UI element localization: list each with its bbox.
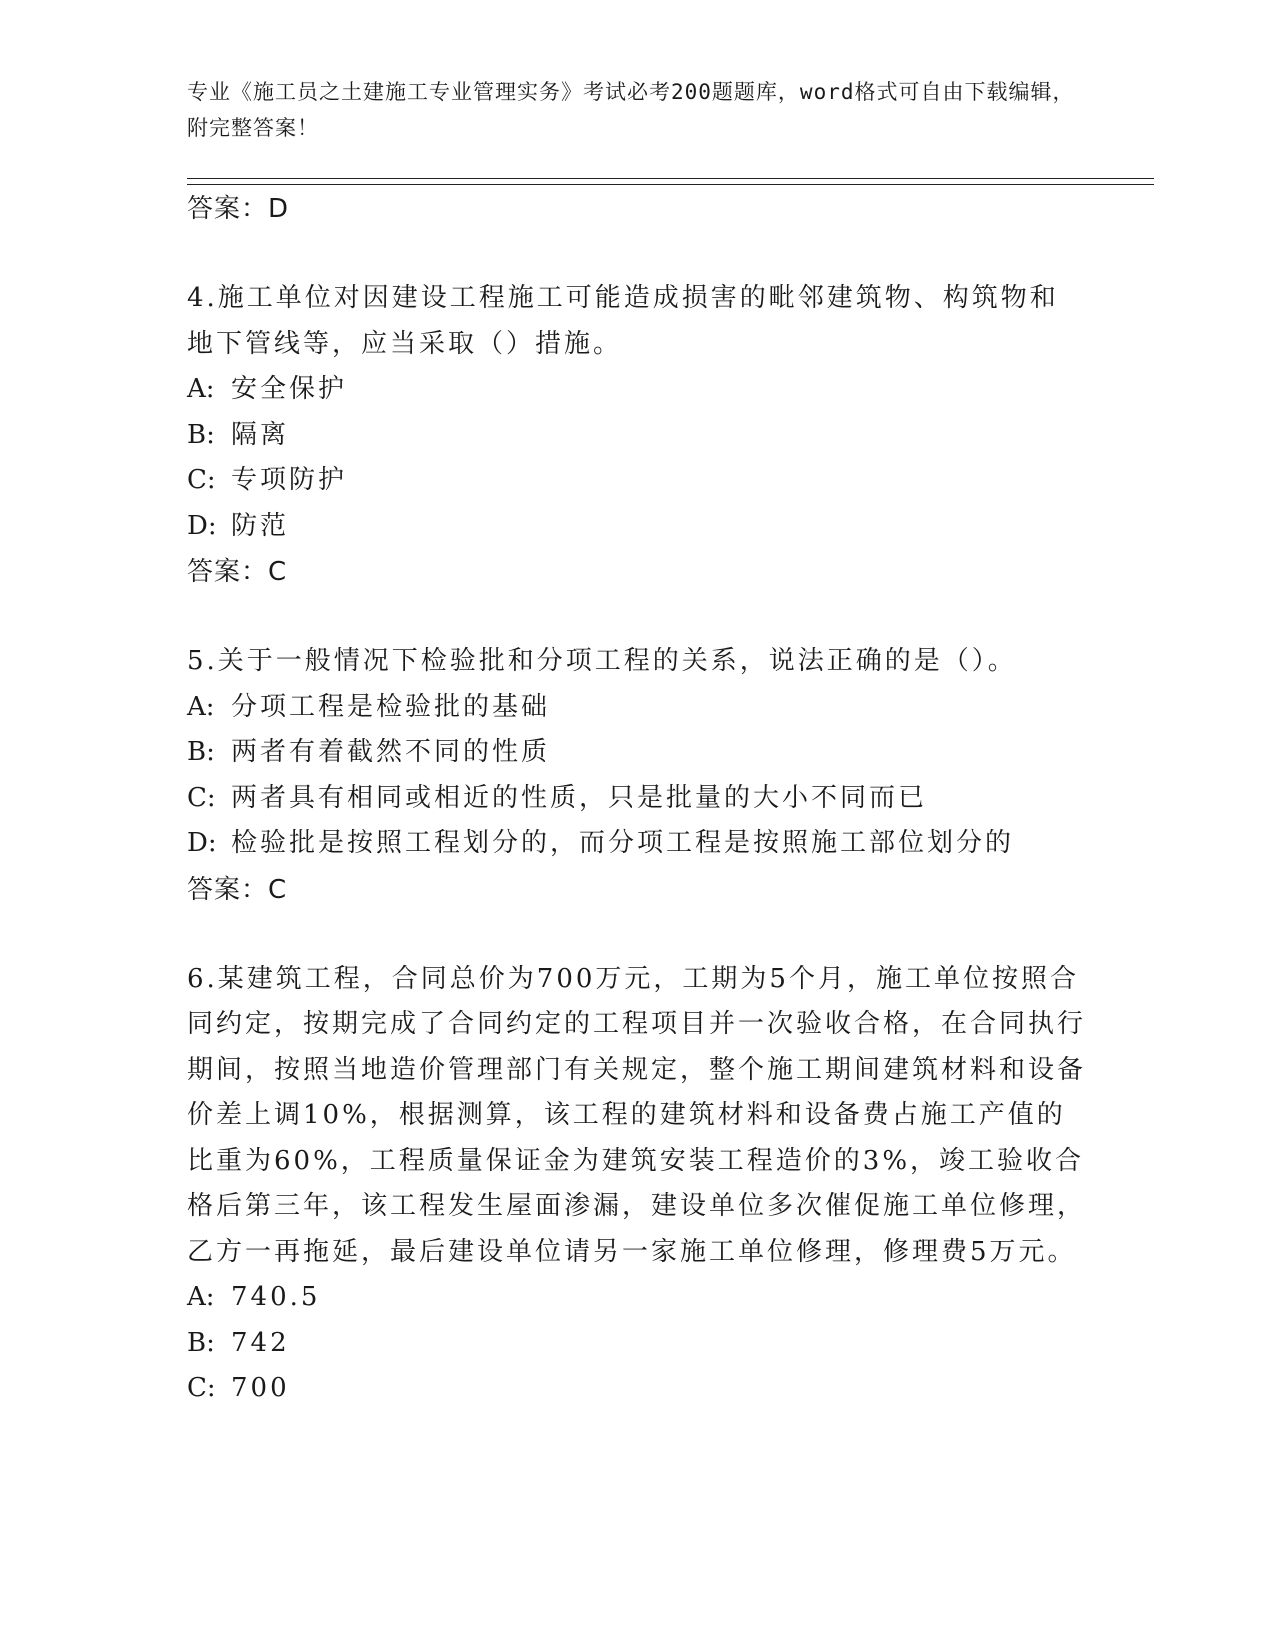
question-6-text: 6.某建筑工程，合同总价为700万元，工期为5个月，施工单位按照合同约定，按期完成了合同约定的工程项目并一次验收合格，在合同执行期间，按照当地造价管理部门有关规定，整个施工期间建筑材料和设备价差上调10%，根据测算，该工程的建筑材料和设备费占施工产值的比重为60%，工程质量保证金为建筑安装工程造价的3%，竣工验收合格后第三年，该工程发生屋面渗漏，建设单位多次催促施工单位修理，乙方一再拖延，最后建设单位请另一家施工单位修理，修理费5万元。 — [187, 963, 1087, 1267]
option-text: 740.5 — [231, 1282, 321, 1312]
option-key: A: — [187, 1282, 215, 1312]
option-key: B: — [187, 737, 215, 767]
question-5-option-c — [187, 776, 1087, 822]
question-6-option-a — [187, 1275, 1087, 1321]
question-4-option-b — [187, 413, 1087, 459]
question-5-answer: 答案：C — [187, 874, 288, 905]
question-6-option-b — [187, 1321, 1087, 1367]
option-key: D: — [187, 828, 217, 858]
option-text: 两者有着截然不同的性质 — [231, 737, 551, 767]
option-text: 防范 — [231, 510, 290, 541]
option-key: C: — [187, 1373, 216, 1403]
question-5-option-a — [187, 685, 1087, 731]
option-key: D: — [187, 510, 217, 541]
option-key: A: — [187, 691, 215, 722]
option-key: A: — [187, 374, 215, 404]
option-text: 专项防护 — [231, 465, 348, 495]
question-list — [187, 186, 1087, 1412]
question-4-option-c — [187, 458, 1087, 504]
option-text: 安全保护 — [231, 374, 348, 404]
question-6-option-c — [187, 1366, 1087, 1412]
option-key: C: — [187, 465, 216, 495]
option-text: 两者具有相同或相近的性质，只是批量的大小不同而已 — [231, 782, 928, 813]
header-title: 专业《施工员之土建施工专业管理实务》考试必考200题题库，word格式可自由下载编辑，附完整答案！ — [187, 80, 1075, 140]
option-text: 分项工程是检验批的基础 — [231, 691, 551, 722]
option-text: 742 — [231, 1327, 290, 1358]
question-4-answer: 答案：C — [187, 557, 288, 587]
question-5-text: 5.关于一般情况下检验批和分项工程的关系，说法正确的是（）。 — [187, 646, 1017, 676]
question-4-option-a — [187, 367, 1087, 413]
question-5-option-d — [187, 821, 1087, 867]
option-text: 700 — [231, 1373, 290, 1403]
option-key: B: — [187, 419, 215, 450]
previous-answer: 答案：D — [187, 194, 290, 224]
option-text: 检验批是按照工程划分的，而分项工程是按照施工部位划分的 — [231, 828, 1015, 858]
question-4-option-d — [187, 504, 1087, 550]
option-text: 隔离 — [231, 419, 290, 450]
question-5-option-b — [187, 730, 1087, 776]
question-4-text: 4.施工单位对因建设工程施工可能造成损害的毗邻建筑物、构筑物和地下管线等，应当采取（）措施。 — [187, 283, 1059, 359]
option-key: C: — [187, 782, 216, 813]
option-key: B: — [187, 1327, 215, 1358]
header-divider — [187, 178, 1154, 185]
